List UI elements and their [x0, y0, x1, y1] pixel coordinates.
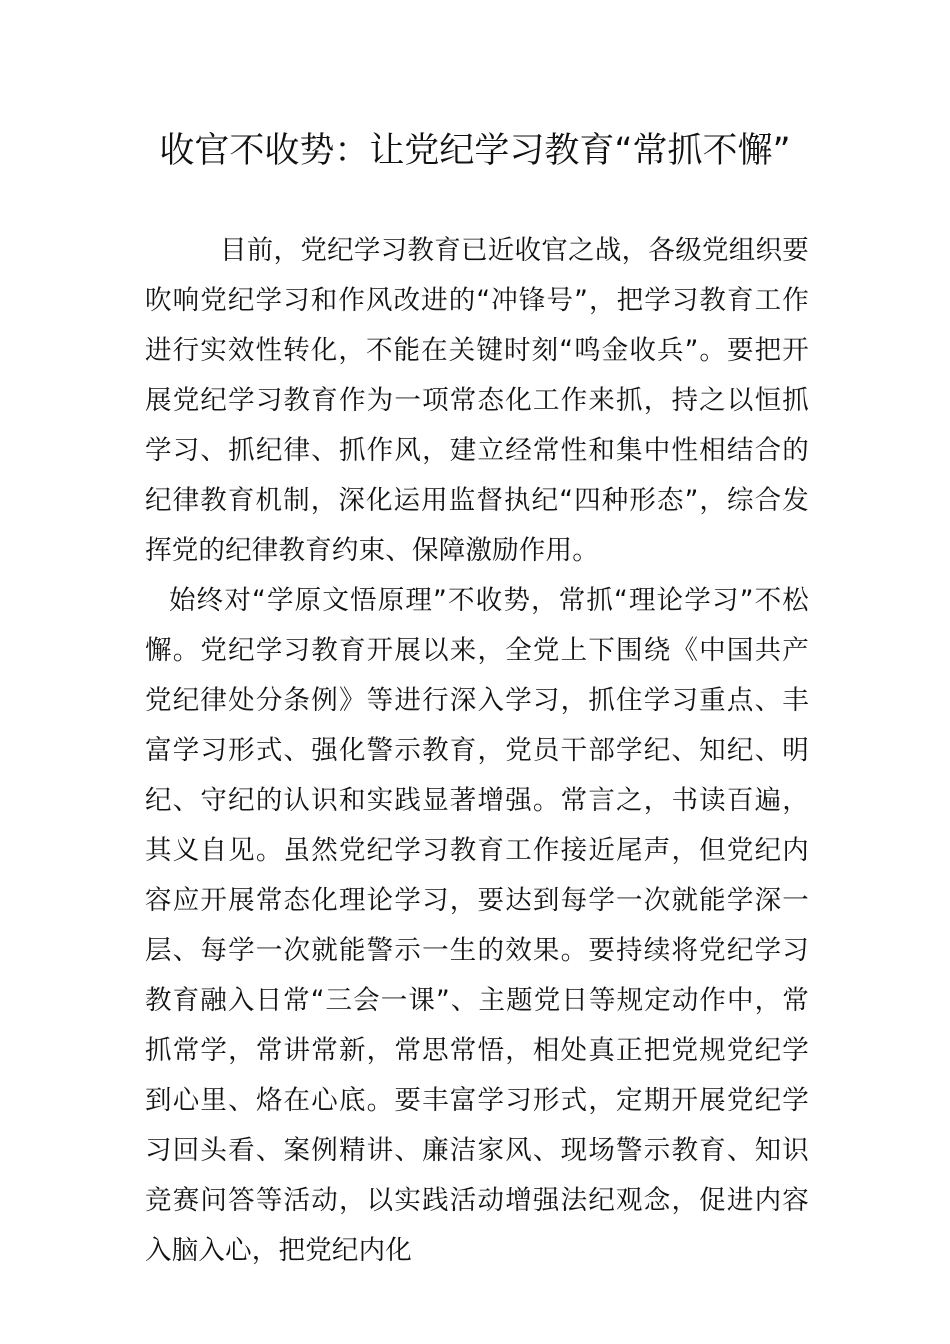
- body-paragraph-1: 目前，党纪学习教育已近收官之战，各级党组织要吹响党纪学习和作风改进的“冲锋号”，把学习教育工作进行实效性转化，不能在关键时刻“鸣金收兵”。要把开展党纪学习教育作为一项常态化工作来抓，持之以恒抓学习、抓纪律、抓作风，建立经常性和集中性相结合的纪律教育机制，深化运用监督执纪“四种形态”，综合发挥党的纪律教育约束、保障激励作用。: [145, 235, 809, 566]
- body-paragraph-2: 始终对“学原文悟原理”不收势，常抓“理论学习”不松懈。党纪学习教育开展以来，全党上下围绕《中国共产党纪律处分条例》等进行深入学习，抓住学习重点、丰富学习形式、强化警示教育，党员干部学纪、知纪、明纪、守纪的认识和实践显著增强。常言之，书读百遍，其义自见。虽然党纪学习教育工作接近尾声，但党纪内容应开展常态化理论学习，要达到每学一次就能学深一层、每学一次就能警示一生的效果。要持续将党纪学习教育融入日常“三会一课”、主题党日等规定动作中，常抓常学，常讲常新，常思常悟，相处真正把党规党纪学到心里、烙在心底。要丰富学习形式，定期开展党纪学习回头看、案例精讲、廉洁家风、现场警示教育、知识竞赛问答等活动，以实践活动增强法纪观念，促进内容入脑入心，把党纪内化: [145, 585, 809, 1266]
- document-title: 收官不收势：让党纪学习教育“常抓不懈”: [159, 131, 791, 171]
